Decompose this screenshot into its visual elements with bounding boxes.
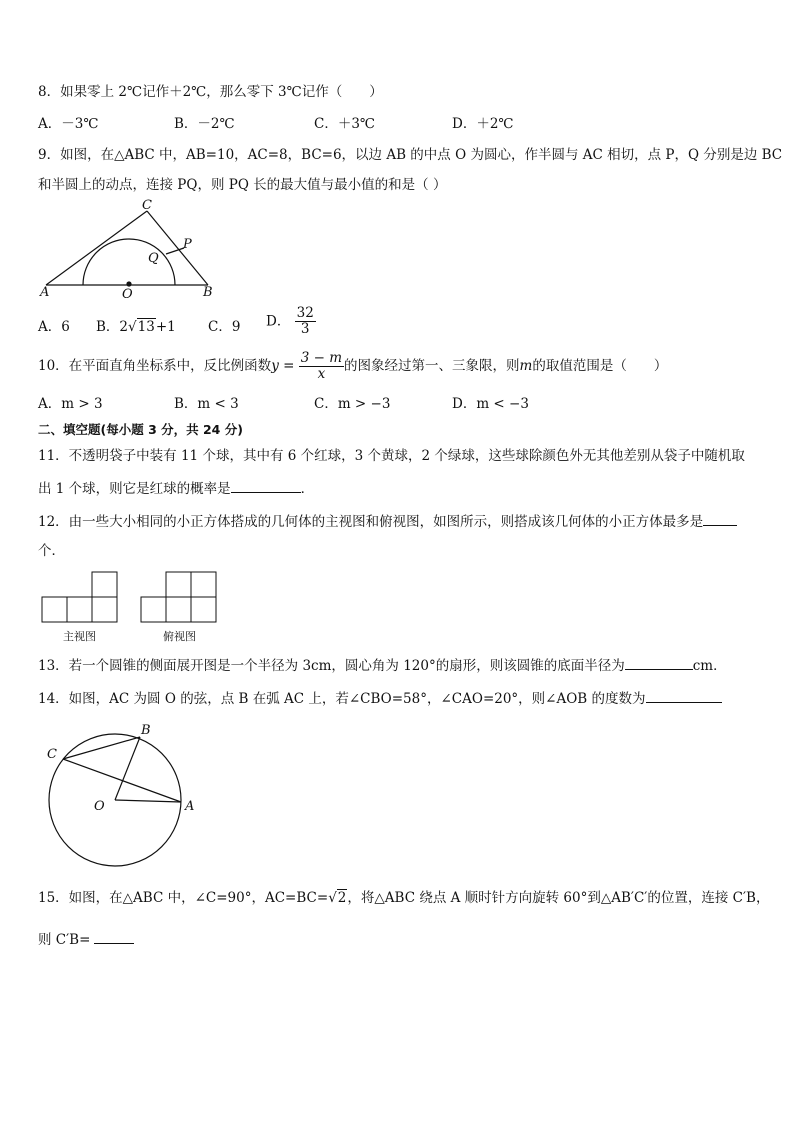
q9-label-c: C	[142, 198, 152, 213]
q10-option-c: C．m > −3	[314, 396, 391, 412]
q9-option-c: C．9	[208, 319, 241, 335]
q9-triangle-figure	[36, 196, 226, 304]
section-heading-fill-blank: 二、填空题(每小题 3 分，共 24 分)	[38, 422, 243, 437]
q12-stem-line2: 个．	[38, 543, 65, 559]
q9-label-p: P	[183, 237, 192, 252]
q12-answer-blank[interactable]	[703, 511, 737, 526]
q11-stem-line2: 出 1 个球，则它是红球的概率是 ．	[38, 478, 314, 498]
q13-stem: 13．若一个圆锥的侧面展开图是一个半径为 3cm，圆心角为 120°的扇形，则该圆锥的底面半径为 cm．	[38, 655, 727, 675]
q15-stem-line1: 15．如图，在△ABC 中，∠C=90°，AC=BC=√2，将△ABC 绕点 A 顺时针方向旋转 60°到△AB′C′的位置，连接 C′B，	[38, 890, 770, 906]
q14-circle-figure	[40, 718, 200, 868]
q14-answer-blank[interactable]	[646, 688, 722, 703]
q9-label-a: A	[40, 285, 50, 300]
q9-stem-line2: 和半圆上的动点，连接 PQ，则 PQ 长的最大值与最小值的和是（ ）	[38, 177, 447, 193]
q10-option-a: A．m > 3	[38, 396, 103, 412]
q8-option-b: B．－2℃	[174, 116, 235, 132]
q12-caption-top-view: 俯视图	[163, 630, 196, 643]
q9-option-d: D． $\frac{32}{3}$	[266, 305, 314, 337]
q11-answer-blank[interactable]	[231, 478, 301, 493]
q10-stem: 10．在平面直角坐标系中，反比例函数y = $\frac{3 - m}{x}$ 的图象经过第一、三象限，则m的取值范围是（ ）	[38, 350, 668, 382]
q14-label-b: B	[141, 723, 151, 738]
q9-label-b: B	[203, 285, 213, 300]
q8-stem: 8．如果零上 2℃记作＋2℃，那么零下 3℃记作（ ）	[38, 84, 383, 100]
q9-option-b: B．2√13+1	[96, 319, 176, 335]
q15-answer-blank[interactable]	[94, 929, 134, 944]
q12-stem-line1: 12．由一些大小相同的小正方体搭成的几何体的主视图和俯视图，如图所示，则搭成该几何体的小正方体最多是	[38, 511, 737, 531]
q15-stem-line2: 则 C′B=	[38, 929, 134, 949]
q11-stem-line1: 11．不透明袋子中装有 11 个球，其中有 6 个红球，3 个黄球，2 个绿球，这些球除颜色外无其他差别从袋子中随机取	[38, 448, 745, 464]
q14-label-a: A	[185, 799, 195, 814]
q10-option-d: D．m < −3	[452, 396, 529, 412]
q8-option-a: A．－3℃	[38, 116, 99, 132]
q13-answer-blank[interactable]	[625, 655, 693, 670]
q12-caption-front-view: 主视图	[63, 630, 96, 643]
q12-views-figure	[40, 570, 222, 626]
q9-label-o: O	[122, 287, 133, 302]
q10-option-b: B．m < 3	[174, 396, 239, 412]
q14-label-o: O	[94, 799, 105, 814]
q8-option-c: C．＋3℃	[314, 116, 376, 132]
q9-label-q: Q	[148, 251, 159, 266]
q9-option-a: A．6	[38, 319, 70, 335]
q8-option-d: D．＋2℃	[452, 116, 514, 132]
q14-label-c: C	[47, 747, 57, 762]
q14-stem: 14．如图，AC 为圆 O 的弦，点 B 在弧 AC 上，若∠CBO=58°，∠CAO=20°，则∠AOB 的度数为	[38, 688, 722, 708]
q9-stem-line1: 9．如图，在△ABC 中，AB=10，AC=8，BC=6，以边 AB 的中点 O 为圆心，作半圆与 AC 相切，点 P，Q 分别是边 BC	[38, 147, 783, 163]
